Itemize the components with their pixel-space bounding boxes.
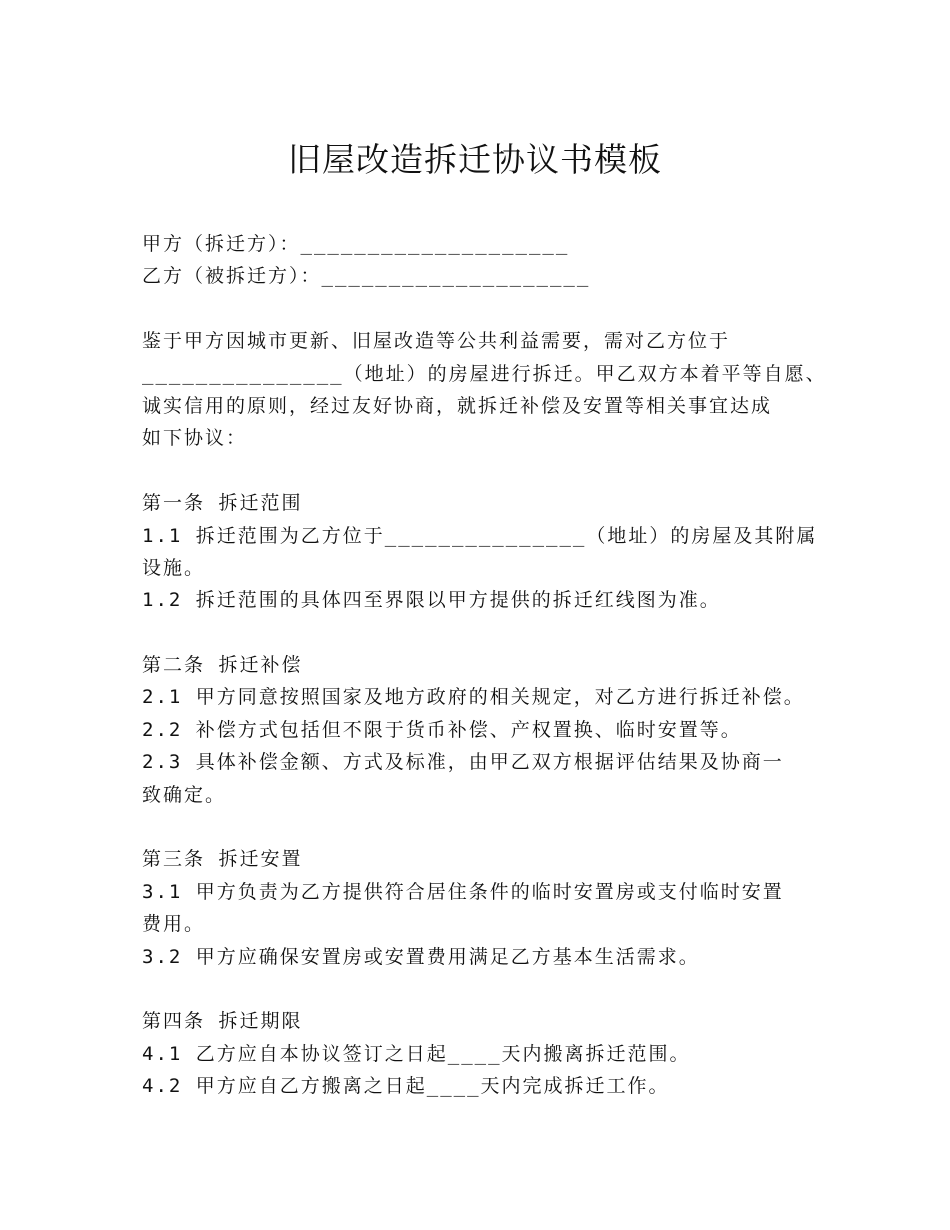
party-b-line: 乙方（被拆迁方）：____________________ (142, 265, 591, 288)
clause-3-1-line-1: 3.1 甲方负责为乙方提供符合居住条件的临时安置房或支付临时安置 (142, 880, 784, 903)
clause-4-2: 4.2 甲方应自乙方搬离之日起____天内完成拆迁工作。 (142, 1075, 670, 1098)
blank-line (142, 293, 842, 325)
clause-1-1-line-1: 1.1 拆迁范围为乙方位于_______________（地址）的房屋及其附属 (142, 524, 818, 547)
clause-2-3-line-2: 致确定。 (142, 783, 227, 806)
blank-line (142, 811, 842, 843)
clause-1-1-line-2: 设施。 (142, 556, 206, 579)
clause-2-2: 2.2 补偿方式包括但不限于货币补偿、产权置换、临时安置等。 (142, 718, 742, 741)
article-3-heading: 第三条 拆迁安置 (142, 848, 303, 871)
preamble-line-2: _______________（地址）的房屋进行拆迁。甲乙双方本着平等自愿、 (142, 362, 827, 385)
clause-2-1: 2.1 甲方同意按照国家及地方政府的相关规定，对乙方进行拆迁补偿。 (142, 686, 805, 709)
document-title: 旧屋改造拆迁协议书模板 (288, 140, 662, 179)
document-body (142, 228, 842, 1103)
preamble-line-1: 鉴于甲方因城市更新、旧屋改造等公共利益需要，需对乙方位于 (142, 330, 731, 353)
article-4-heading: 第四条 拆迁期限 (142, 1010, 303, 1033)
clause-3-2: 3.2 甲方应确保安置房或安置费用满足乙方基本生活需求。 (142, 945, 700, 968)
party-a-line: 甲方（拆迁方）：____________________ (142, 233, 570, 255)
blank-line (142, 455, 842, 487)
blank-line (142, 617, 842, 649)
blank-line (142, 973, 842, 1005)
article-2-heading: 第二条 拆迁补偿 (142, 654, 303, 677)
preamble-line-3: 诚实信用的原则，经过友好协商，就拆迁补偿及安置等相关事宜达成 (142, 394, 773, 417)
clause-4-1: 4.1 乙方应自本协议签订之日起____天内搬离拆迁范围。 (142, 1042, 691, 1065)
preamble-line-4: 如下协议： (142, 427, 248, 450)
clause-2-3-line-1: 2.3 具体补偿金额、方式及标准，由甲乙双方根据评估结果及协商一 (142, 751, 784, 774)
clause-3-1-line-2: 费用。 (142, 913, 206, 936)
article-1-heading: 第一条 拆迁范围 (142, 492, 303, 515)
clause-1-2: 1.2 拆迁范围的具体四至界限以甲方提供的拆迁红线图为准。 (142, 589, 721, 612)
